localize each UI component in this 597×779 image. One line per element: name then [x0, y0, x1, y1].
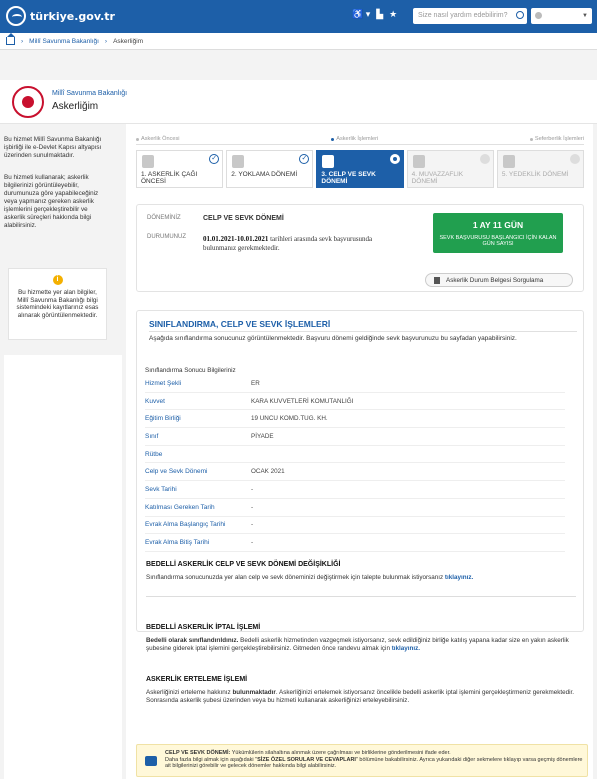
- change-period-text: Sınıflandırma sonucunuzda yer alan celp ve sevk döneminizi değiştirmek için talepte bulunmak istiyorsanız tıklayınız.: [146, 574, 474, 581]
- notice-text: CELP VE SEVK DÖNEMİ: Yükümlülerin silahaltına alınmak üzere çağrılması ve birliklerine gönderilmesini ifade eder. Daha fazla bilgi almak için aşağıdaki "SİZE ÖZEL SORULAR VE CEVAPLARI" bölümüne bakabilirsiniz. Ayrıca yukarıdaki diğer sekmelere tıklayıp varsa geçmiş dönemlere ait bilgilerinizi görebilir ve gelecek dönemler hakkında bilgi alabilirsiniz.: [165, 750, 583, 770]
- tab-step-3[interactable]: [316, 150, 403, 188]
- dot-icon: [136, 138, 139, 141]
- status-value: [203, 235, 373, 253]
- star-icon[interactable]: ★: [389, 9, 398, 19]
- search-icon[interactable]: [516, 11, 524, 19]
- main-content: [126, 124, 593, 779]
- sidebar-card-text: Bu hizmette yer alan bilgiler, Millî Savunma Bakanlığı bilgi sistemindeki kayıtlarınız esas alınarak görüntülenmektedir.: [16, 289, 99, 319]
- chevron-down-icon: ▼: [582, 13, 588, 19]
- section-title: SINIFLANDIRMA, CELP VE SEVK İŞLEMLERİ: [149, 319, 331, 329]
- breadcrumb: [0, 33, 597, 50]
- sidebar: [4, 124, 108, 230]
- row-value: -: [251, 503, 254, 511]
- section-divider: [149, 331, 577, 332]
- clipboard-icon: [232, 155, 244, 168]
- table-title: Sınıflandırma Sonucu Bilgileriniz: [145, 367, 236, 374]
- sidebar-panel: [4, 355, 122, 779]
- cancel-block: [146, 624, 576, 653]
- step-group-ops: Askerlik İşlemleri: [331, 136, 378, 142]
- breadcrumb-separator: ›: [21, 37, 24, 45]
- reserve-soldier-icon: [503, 155, 515, 168]
- tab-step-5[interactable]: [497, 150, 584, 188]
- sidebar-intro: Bu hizmet Millî Savunma Bakanlığı işbirliği ile e-Devlet Kapısı altyapısı üzerinden sunulmaktadır.: [4, 136, 102, 159]
- radio-empty-icon: [570, 154, 580, 164]
- classification-table: [145, 375, 565, 552]
- status-dates: 01.01.2021-10.01.2021: [203, 235, 269, 243]
- tab-step-4[interactable]: [407, 150, 494, 188]
- toolbar-icons: [352, 9, 397, 20]
- countdown-value: 1 AY 11 GÜN: [472, 220, 524, 230]
- row-key: Evrak Alma Bitiş Tarihi: [145, 539, 210, 547]
- top-bar: [0, 0, 597, 33]
- tab-step-label: 2. YOKLAMA DÖNEMİ: [231, 171, 298, 178]
- steps-divider: [136, 144, 584, 145]
- table-row: [145, 534, 565, 552]
- sidebar-info-card: [8, 268, 107, 340]
- soldier-icon: [413, 155, 425, 168]
- row-value: PİYADE: [251, 432, 274, 440]
- row-key: Kuvvet: [145, 397, 165, 405]
- postpone-text: Askerliğinizi erteleme hakkınız bulunmaktadır. Askerliğinizi ertelemek istiyorsanız öncelikle bedelli askerlik iptal işlemini gerçekleştirmeniz gerekmektedir. Sonrasında askerlik şubesi üzerinden veya bu hizmeti kullanarak askerliğinizi erteleyebilirsiniz.: [146, 689, 575, 704]
- table-row: [145, 463, 565, 481]
- step-group-pre: Askerlik Öncesi: [136, 136, 180, 142]
- status-document-label: Askerlik Durum Belgesi Sorgulama: [446, 277, 544, 284]
- marching-soldier-icon: [322, 155, 334, 168]
- table-row: [145, 410, 565, 428]
- row-key: Evrak Alma Başlangıç Tarihi: [145, 521, 226, 529]
- accessibility-icon[interactable]: ♿ ▾: [352, 9, 371, 19]
- status-text: tarihleri arasında sevk başvurusunda bulunmanız gerekmektedir.: [203, 235, 373, 252]
- row-key: Rütbe: [145, 450, 163, 458]
- logo-icon: [6, 6, 26, 26]
- tab-step-label: 1. ASKERLİK ÇAĞI ÖNCESİ: [141, 171, 198, 185]
- page-title: Askerliğim: [52, 101, 99, 112]
- period-value: CELP VE SEVK DÖNEMİ: [203, 215, 284, 222]
- row-value: OCAK 2021: [251, 468, 285, 476]
- change-period-title: BEDELLİ ASKERLİK CELP VE SEVK DÖNEMİ DEĞİŞİKLİĞİ: [146, 561, 341, 568]
- search-placeholder: Size nasıl yardım edebilirim?: [418, 12, 508, 19]
- table-row: [145, 481, 565, 499]
- cancel-title: BEDELLİ ASKERLİK İPTAL İŞLEMİ: [146, 624, 261, 631]
- document-icon: [434, 277, 440, 284]
- row-value: -: [251, 485, 254, 493]
- radio-empty-icon: [480, 154, 490, 164]
- row-value: -: [251, 521, 254, 529]
- breadcrumb-separator: ›: [104, 37, 108, 45]
- row-value: 19 UNCU KOMD.TUG. KH.: [251, 415, 328, 423]
- tab-step-2[interactable]: [226, 150, 313, 188]
- status-document-button[interactable]: [425, 273, 573, 287]
- info-icon: i: [53, 275, 63, 285]
- user-menu[interactable]: [531, 8, 592, 24]
- header-org[interactable]: Millî Savunma Bakanlığı: [52, 90, 128, 97]
- row-key: Hizmet Şekli: [145, 379, 182, 387]
- table-row: [145, 499, 565, 517]
- period-label: DÖNEMİNİZ: [147, 215, 181, 221]
- user-icon: [535, 12, 542, 19]
- logo-text: türkiye.gov.tr: [30, 9, 115, 23]
- appointment-link[interactable]: tıklayınız.: [391, 645, 421, 652]
- change-period-block: [146, 561, 576, 582]
- postpone-block: [146, 676, 576, 705]
- row-key: Katılması Gereken Tarih: [145, 503, 215, 511]
- countdown-badge: [433, 213, 563, 253]
- tab-step-1[interactable]: [136, 150, 223, 188]
- font-size-icon[interactable]: ▙: [376, 9, 384, 19]
- site-logo[interactable]: [6, 6, 115, 26]
- check-icon: ✓: [209, 154, 219, 164]
- status-label: DURUMUNUZ: [147, 234, 186, 240]
- row-value: KARA KUVVETLERİ KOMUTANLIĞI: [251, 397, 354, 405]
- info-notice: [136, 744, 588, 777]
- check-icon: ✓: [299, 154, 309, 164]
- block-divider: [146, 596, 576, 597]
- users-icon: [145, 756, 157, 766]
- table-row: [145, 393, 565, 411]
- row-key: Sınıf: [145, 432, 159, 440]
- faq-link[interactable]: SİZE ÖZEL SORULAR VE CEVAPLARI: [257, 756, 356, 763]
- table-row: [145, 446, 565, 464]
- cancel-text: Bedelli olarak sınıflandırıldınız. Bedelli askerlik hizmetinden vazgeçmek istiyorsanız, sevk edildiğiniz birliğe katılış yapana kadar size en yakın askerlik şubesine giderek iptal işlemini gerçekleştirebilirsiniz. Gitmeden önce randevu almak için tıklayınız.: [146, 637, 569, 652]
- table-row: [145, 428, 565, 446]
- dot-icon: [530, 138, 533, 141]
- postpone-title: ASKERLİK ERTELEME İŞLEMİ: [146, 676, 248, 683]
- section-description: Aşağıda sınıflandırma sonucunuz görüntülenmektedir. Başvuru dönemi geldiğinde sevk başvurunuzu bu sayfadan yapabilirsiniz.: [149, 335, 517, 342]
- step-group-labels: [136, 136, 584, 142]
- dot-icon: [331, 138, 334, 141]
- row-key: Eğitim Birliği: [145, 415, 181, 423]
- breadcrumb-item-ministry[interactable]: Millî Savunma Bakanlığı: [29, 37, 99, 45]
- countdown-caption: SEVK BAŞVURUSU BAŞLANGICI İÇİN KALAN GÜN SAYISI: [439, 235, 557, 247]
- tab-step-label: 3. CELP VE SEVK DÖNEMİ: [321, 171, 376, 185]
- period-summary: [136, 204, 584, 292]
- sidebar-usage: Bu hizmeti kullanarak; askerlik bilgilerinizi görüntüleyebilir, durumunuza göre yapabileceğiniz veya yapmanız gereken askerlik işlemlerini gerçekleştirebilir ve askerlik süreçleri hakkında bilgi alabilirsiniz.: [4, 174, 99, 229]
- person-icon: [142, 155, 154, 168]
- step-tabs: [136, 150, 584, 188]
- tab-step-label: 5. YEDEKLİK DÖNEMİ: [501, 171, 569, 178]
- home-icon[interactable]: [6, 37, 15, 45]
- tab-step-label: 4. MUVAZZAFLIK DÖNEMİ: [411, 171, 464, 185]
- row-value: -: [251, 539, 254, 547]
- service-header: [0, 80, 597, 124]
- row-key: Sevk Tarihi: [145, 485, 177, 493]
- table-row: [145, 517, 565, 535]
- step-group-mob: Seferberlik İşlemleri: [530, 136, 584, 142]
- breadcrumb-item-current: Askerliğim: [113, 37, 144, 45]
- row-value: ER: [251, 379, 260, 387]
- table-row: [145, 375, 565, 393]
- change-period-link[interactable]: tıklayınız.: [444, 574, 474, 581]
- classification-section: [136, 310, 584, 632]
- row-key: Celp ve Sevk Dönemi: [145, 468, 208, 476]
- radio-selected-icon: [390, 154, 400, 164]
- ministry-emblem-icon: [12, 86, 44, 118]
- search-input[interactable]: [413, 8, 527, 24]
